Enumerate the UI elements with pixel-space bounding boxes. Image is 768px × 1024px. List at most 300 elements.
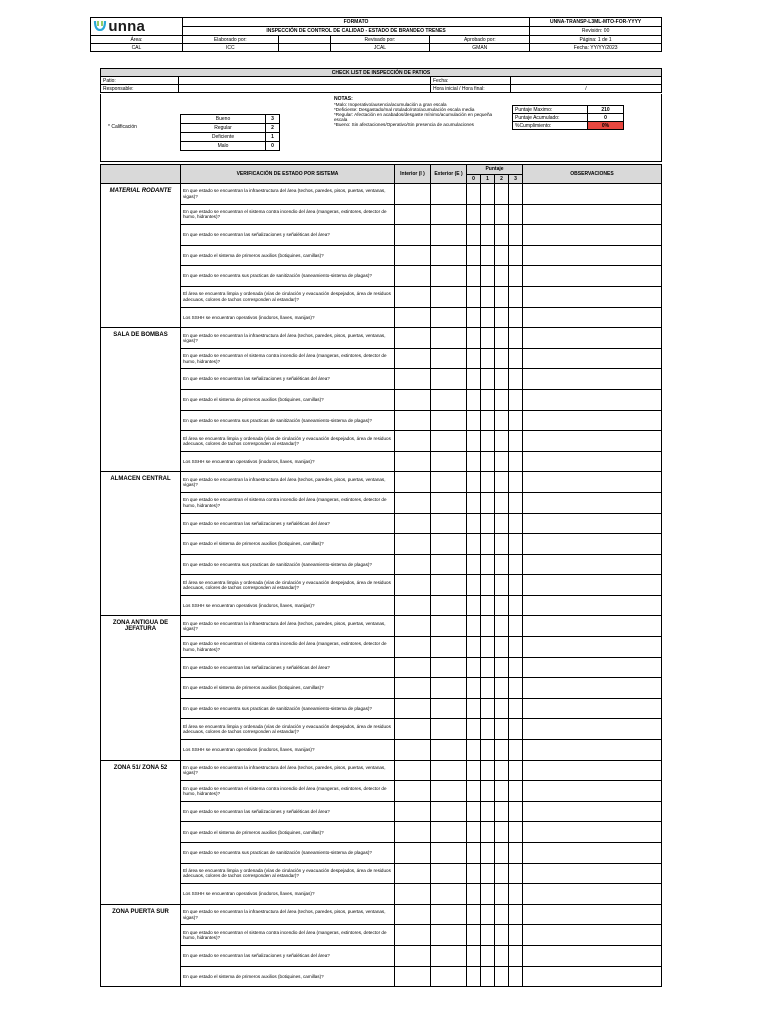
interior-cell[interactable] [395, 534, 431, 555]
interior-cell[interactable] [395, 740, 431, 761]
score-cell-2[interactable] [495, 678, 509, 699]
question-text: En que estado se encuentran las señalizaciones y señaléticas del área? [181, 801, 395, 822]
score-cell-3[interactable] [509, 760, 523, 781]
interior-cell[interactable] [395, 225, 431, 246]
exterior-cell[interactable] [431, 513, 467, 534]
observaciones-cell[interactable] [523, 719, 662, 740]
score-cell-1[interactable] [481, 843, 495, 864]
score-cell-2[interactable] [495, 472, 509, 493]
score-cell-0[interactable] [467, 513, 481, 534]
score-cell-2[interactable] [495, 822, 509, 843]
score-cell-3[interactable] [509, 184, 523, 205]
observaciones-cell[interactable] [523, 513, 662, 534]
interior-cell[interactable] [395, 328, 431, 349]
score-cell-0[interactable] [467, 472, 481, 493]
score-cell-3[interactable] [509, 945, 523, 966]
exterior-cell[interactable] [431, 225, 467, 246]
score-cell-0[interactable] [467, 266, 481, 287]
score-cell-1[interactable] [481, 595, 495, 616]
score-cell-0[interactable] [467, 245, 481, 266]
observaciones-cell[interactable] [523, 554, 662, 575]
score-cell-1[interactable] [481, 822, 495, 843]
score-cell-1[interactable] [481, 328, 495, 349]
observaciones-cell[interactable] [523, 698, 662, 719]
observaciones-cell[interactable] [523, 595, 662, 616]
interior-cell[interactable] [395, 925, 431, 946]
score-cell-0[interactable] [467, 492, 481, 513]
score-cell-1[interactable] [481, 389, 495, 410]
score-cell-1[interactable] [481, 513, 495, 534]
score-cell-0[interactable] [467, 966, 481, 987]
score-cell-1[interactable] [481, 184, 495, 205]
score-cell-2[interactable] [495, 719, 509, 740]
question-text: En que estado se encuentra sus practicas de sanitización (saneamiento-sistema de plagas)? [181, 410, 395, 431]
observaciones-cell[interactable] [523, 575, 662, 596]
puntaje-head: Puntaje [467, 165, 523, 175]
score-cell-1[interactable] [481, 266, 495, 287]
observaciones-cell[interactable] [523, 328, 662, 349]
score-cell-3[interactable] [509, 822, 523, 843]
observaciones-cell[interactable] [523, 431, 662, 452]
observaciones-cell[interactable] [523, 616, 662, 637]
score-cell-1[interactable] [481, 431, 495, 452]
observaciones-cell[interactable] [523, 925, 662, 946]
exterior-cell[interactable] [431, 843, 467, 864]
exterior-cell[interactable] [431, 204, 467, 225]
score-cell-1[interactable] [481, 925, 495, 946]
interior-cell[interactable] [395, 431, 431, 452]
score-cell-1[interactable] [481, 884, 495, 905]
score-cell-0[interactable] [467, 719, 481, 740]
score-cell-3[interactable] [509, 266, 523, 287]
interior-cell[interactable] [395, 204, 431, 225]
interior-cell[interactable] [395, 781, 431, 802]
interior-cell[interactable] [395, 245, 431, 266]
score-cell-0[interactable] [467, 760, 481, 781]
observaciones-cell[interactable] [523, 822, 662, 843]
unna-logo-icon [93, 20, 107, 33]
observaciones-cell[interactable] [523, 389, 662, 410]
score-cell-1[interactable] [481, 245, 495, 266]
interior-cell[interactable] [395, 348, 431, 369]
score-cell-2[interactable] [495, 740, 509, 761]
checklist-row [101, 884, 662, 905]
score-cell-3[interactable] [509, 348, 523, 369]
score-cell-1[interactable] [481, 575, 495, 596]
score-cell-3[interactable] [509, 595, 523, 616]
score-cell-0[interactable] [467, 595, 481, 616]
score-cell-3[interactable] [509, 513, 523, 534]
pagina: Página: 1 de 1 [530, 36, 662, 44]
score-cell-3[interactable] [509, 616, 523, 637]
exterior-cell[interactable] [431, 945, 467, 966]
score-cell-2[interactable] [495, 863, 509, 884]
interior-cell[interactable] [395, 698, 431, 719]
score-cell-0[interactable] [467, 389, 481, 410]
fecha-label: Fecha: [431, 77, 511, 85]
observaciones-cell[interactable] [523, 348, 662, 369]
score-cell-1[interactable] [481, 451, 495, 472]
score-cell-2[interactable] [495, 616, 509, 637]
score-cell-3[interactable] [509, 451, 523, 472]
score-cell-3[interactable] [509, 801, 523, 822]
observaciones-head: OBSERVACIONES [523, 165, 662, 184]
interior-cell[interactable] [395, 595, 431, 616]
observaciones-cell[interactable] [523, 966, 662, 987]
interior-cell[interactable] [395, 719, 431, 740]
interior-cell[interactable] [395, 904, 431, 925]
score-cell-0[interactable] [467, 616, 481, 637]
exterior-cell[interactable] [431, 595, 467, 616]
score-cell-2[interactable] [495, 348, 509, 369]
score-cell-2[interactable] [495, 801, 509, 822]
exterior-cell[interactable] [431, 575, 467, 596]
exterior-cell[interactable] [431, 492, 467, 513]
score-cell-3[interactable] [509, 678, 523, 699]
interior-cell[interactable] [395, 554, 431, 575]
score-cell-0[interactable] [467, 822, 481, 843]
interior-cell[interactable] [395, 760, 431, 781]
responsable-label: Responsable: [101, 85, 179, 93]
question-text: En que estado se encuentra sus practicas de sanitización (saneamiento-sistema de plagas)? [181, 266, 395, 287]
score-cell-3[interactable] [509, 740, 523, 761]
checklist-title: CHECK LIST DE INSPECCIÓN DE PATIOS [101, 69, 662, 77]
score-cell-2[interactable] [495, 307, 509, 328]
interior-cell[interactable] [395, 513, 431, 534]
interior-cell[interactable] [395, 472, 431, 493]
exterior-cell[interactable] [431, 410, 467, 431]
revisado-value: JCAL [330, 44, 430, 52]
score-cell-1[interactable] [481, 410, 495, 431]
score-cell-0[interactable] [467, 678, 481, 699]
score-cell-0[interactable] [467, 740, 481, 761]
exterior-cell[interactable] [431, 678, 467, 699]
score-cell-2[interactable] [495, 575, 509, 596]
observaciones-cell[interactable] [523, 286, 662, 307]
score-cell-3[interactable] [509, 863, 523, 884]
score-cell-1[interactable] [481, 637, 495, 658]
score-cell-0[interactable] [467, 801, 481, 822]
exterior-cell[interactable] [431, 822, 467, 843]
score-cell-0[interactable] [467, 225, 481, 246]
score-cell-2[interactable] [495, 410, 509, 431]
score-cell-1[interactable] [481, 307, 495, 328]
score-cell-2[interactable] [495, 492, 509, 513]
score-cell-2[interactable] [495, 286, 509, 307]
checklist-row [101, 328, 662, 349]
exterior-cell[interactable] [431, 451, 467, 472]
score-cell-1[interactable] [481, 760, 495, 781]
interior-cell[interactable] [395, 307, 431, 328]
observaciones-cell[interactable] [523, 863, 662, 884]
observaciones-cell[interactable] [523, 225, 662, 246]
score-cell-3[interactable] [509, 492, 523, 513]
score-cell-1[interactable] [481, 616, 495, 637]
observaciones-cell[interactable] [523, 657, 662, 678]
score-cell-3[interactable] [509, 657, 523, 678]
calificacion-value: 2 [266, 124, 280, 133]
patio-field[interactable] [179, 77, 431, 85]
score-cell-0[interactable] [467, 410, 481, 431]
interior-cell[interactable] [395, 966, 431, 987]
interior-cell[interactable] [395, 451, 431, 472]
interior-cell[interactable] [395, 184, 431, 205]
score-cell-3[interactable] [509, 307, 523, 328]
score-cell-3[interactable] [509, 884, 523, 905]
score-cell-1[interactable] [481, 863, 495, 884]
exterior-cell[interactable] [431, 389, 467, 410]
score-cell-0[interactable] [467, 904, 481, 925]
exterior-cell[interactable] [431, 307, 467, 328]
checklist-row [101, 966, 662, 987]
score-cell-0[interactable] [467, 925, 481, 946]
score-cell-3[interactable] [509, 286, 523, 307]
score-cell-1[interactable] [481, 225, 495, 246]
interior-cell[interactable] [395, 678, 431, 699]
observaciones-cell[interactable] [523, 534, 662, 555]
score-cell-1[interactable] [481, 657, 495, 678]
interior-cell[interactable] [395, 945, 431, 966]
score-cell-2[interactable] [495, 637, 509, 658]
score-cell-3[interactable] [509, 431, 523, 452]
score-cell-2[interactable] [495, 266, 509, 287]
interior-cell[interactable] [395, 822, 431, 843]
score-cell-2[interactable] [495, 451, 509, 472]
score-cell-3[interactable] [509, 637, 523, 658]
interior-cell[interactable] [395, 389, 431, 410]
exterior-cell[interactable] [431, 637, 467, 658]
exterior-cell[interactable] [431, 760, 467, 781]
exterior-cell[interactable] [431, 740, 467, 761]
score-cell-0[interactable] [467, 554, 481, 575]
score-cell-1[interactable] [481, 801, 495, 822]
question-text: El área se encuentra limpia y ordenada (vías de cirulación y evacuación despejados, área de residuos adecuaos, colores de tachos corresponden al estandar)? [181, 863, 395, 884]
observaciones-cell[interactable] [523, 637, 662, 658]
exterior-cell[interactable] [431, 884, 467, 905]
observaciones-cell[interactable] [523, 472, 662, 493]
observaciones-cell[interactable] [523, 740, 662, 761]
score-cell-2[interactable] [495, 225, 509, 246]
score-cell-0[interactable] [467, 657, 481, 678]
observaciones-cell[interactable] [523, 904, 662, 925]
interior-cell[interactable] [395, 492, 431, 513]
exterior-cell[interactable] [431, 266, 467, 287]
exterior-cell[interactable] [431, 719, 467, 740]
observaciones-cell[interactable] [523, 369, 662, 390]
score-cell-3[interactable] [509, 245, 523, 266]
score-cell-2[interactable] [495, 945, 509, 966]
score-cell-0[interactable] [467, 884, 481, 905]
score-cell-1[interactable] [481, 678, 495, 699]
score-cell-0[interactable] [467, 184, 481, 205]
exterior-cell[interactable] [431, 698, 467, 719]
score-cell-0[interactable] [467, 945, 481, 966]
exterior-cell[interactable] [431, 863, 467, 884]
score-cell-2[interactable] [495, 657, 509, 678]
exterior-cell[interactable] [431, 534, 467, 555]
score-cell-3[interactable] [509, 389, 523, 410]
score-cell-2[interactable] [495, 698, 509, 719]
exterior-cell[interactable] [431, 925, 467, 946]
score-cell-0[interactable] [467, 575, 481, 596]
interior-cell[interactable] [395, 843, 431, 864]
exterior-cell[interactable] [431, 328, 467, 349]
exterior-cell[interactable] [431, 245, 467, 266]
exterior-cell[interactable] [431, 369, 467, 390]
exterior-cell[interactable] [431, 801, 467, 822]
interior-cell[interactable] [395, 863, 431, 884]
observaciones-cell[interactable] [523, 801, 662, 822]
fecha-field[interactable] [511, 77, 662, 85]
score-cell-2[interactable] [495, 595, 509, 616]
score-cell-0[interactable] [467, 431, 481, 452]
question-text: El área se encuentra limpia y ordenada (vías de cirulación y evacuación despejados, área de residuos adecuaos, colores de tachos corresponden al estandar)? [181, 719, 395, 740]
score-cell-3[interactable] [509, 719, 523, 740]
score-cell-0[interactable] [467, 637, 481, 658]
score-cell-3[interactable] [509, 698, 523, 719]
score-cell-1[interactable] [481, 204, 495, 225]
score-cell-0[interactable] [467, 204, 481, 225]
exterior-cell[interactable] [431, 657, 467, 678]
observaciones-cell[interactable] [523, 884, 662, 905]
score-cell-0[interactable] [467, 843, 481, 864]
observaciones-cell[interactable] [523, 678, 662, 699]
exterior-cell[interactable] [431, 616, 467, 637]
score-cell-1[interactable] [481, 781, 495, 802]
score-cell-2[interactable] [495, 843, 509, 864]
score-cell-2[interactable] [495, 925, 509, 946]
question-text: En que estado el sistema de primeros auxilios (botiquines, camillas)? [181, 389, 395, 410]
score-cell-0[interactable] [467, 451, 481, 472]
observaciones-cell[interactable] [523, 451, 662, 472]
responsable-field[interactable] [179, 85, 431, 93]
observaciones-cell[interactable] [523, 410, 662, 431]
score-cell-3[interactable] [509, 369, 523, 390]
exterior-cell[interactable] [431, 904, 467, 925]
hora-field[interactable]: / [511, 85, 662, 93]
score-cell-1[interactable] [481, 534, 495, 555]
score-cell-1[interactable] [481, 904, 495, 925]
interior-cell[interactable] [395, 657, 431, 678]
score-cell-1[interactable] [481, 286, 495, 307]
exterior-cell[interactable] [431, 286, 467, 307]
score-cell-2[interactable] [495, 781, 509, 802]
exterior-cell[interactable] [431, 472, 467, 493]
interior-cell[interactable] [395, 801, 431, 822]
score-cell-1[interactable] [481, 719, 495, 740]
observaciones-cell[interactable] [523, 204, 662, 225]
score-cell-2[interactable] [495, 431, 509, 452]
score-cell-2[interactable] [495, 369, 509, 390]
exterior-cell[interactable] [431, 781, 467, 802]
score-cell-2[interactable] [495, 204, 509, 225]
score-cell-3[interactable] [509, 328, 523, 349]
interior-cell[interactable] [395, 575, 431, 596]
score-cell-0[interactable] [467, 286, 481, 307]
score-cell-3[interactable] [509, 472, 523, 493]
score-cell-1[interactable] [481, 740, 495, 761]
interior-cell[interactable] [395, 616, 431, 637]
observaciones-cell[interactable] [523, 492, 662, 513]
observaciones-cell[interactable] [523, 945, 662, 966]
score-cell-0[interactable] [467, 863, 481, 884]
score-cell-0[interactable] [467, 369, 481, 390]
score-cell-2[interactable] [495, 554, 509, 575]
score-cell-0[interactable] [467, 328, 481, 349]
score-cell-2[interactable] [495, 760, 509, 781]
score-cell-3[interactable] [509, 781, 523, 802]
score-cell-3[interactable] [509, 410, 523, 431]
score-cell-1[interactable] [481, 945, 495, 966]
question-text: En que estado se encuentran las señalizaciones y señaléticas del área? [181, 225, 395, 246]
interior-cell[interactable] [395, 410, 431, 431]
interior-cell[interactable] [395, 369, 431, 390]
score-cell-2[interactable] [495, 884, 509, 905]
score-cell-1[interactable] [481, 698, 495, 719]
score-cell-2[interactable] [495, 328, 509, 349]
score-cell-2[interactable] [495, 245, 509, 266]
exterior-cell[interactable] [431, 184, 467, 205]
score-cell-2[interactable] [495, 534, 509, 555]
interior-cell[interactable] [395, 286, 431, 307]
score-cell-3[interactable] [509, 966, 523, 987]
score-cell-3[interactable] [509, 225, 523, 246]
score-cell-1[interactable] [481, 966, 495, 987]
score-cell-2[interactable] [495, 389, 509, 410]
inspection-sheet [90, 14, 662, 1024]
exterior-cell[interactable] [431, 348, 467, 369]
score-cell-2[interactable] [495, 966, 509, 987]
score-cell-1[interactable] [481, 472, 495, 493]
score-cell-1[interactable] [481, 348, 495, 369]
checklist-row [101, 245, 662, 266]
score-cell-0[interactable] [467, 307, 481, 328]
observaciones-cell[interactable] [523, 184, 662, 205]
observaciones-cell[interactable] [523, 843, 662, 864]
observaciones-cell[interactable] [523, 307, 662, 328]
observaciones-cell[interactable] [523, 781, 662, 802]
interior-cell[interactable] [395, 637, 431, 658]
score-cell-0[interactable] [467, 534, 481, 555]
exterior-cell[interactable] [431, 966, 467, 987]
observaciones-cell[interactable] [523, 245, 662, 266]
score-cell-3[interactable] [509, 843, 523, 864]
checklist-row [101, 204, 662, 225]
score-cell-2[interactable] [495, 904, 509, 925]
exterior-cell[interactable] [431, 431, 467, 452]
score-cell-3[interactable] [509, 534, 523, 555]
question-text: En que estado se encuentra sus practicas de sanitización (saneamiento-sistema de plagas)? [181, 554, 395, 575]
score-cell-1[interactable] [481, 369, 495, 390]
score-cell-1[interactable] [481, 554, 495, 575]
observaciones-cell[interactable] [523, 266, 662, 287]
score-cell-2[interactable] [495, 184, 509, 205]
interior-cell[interactable] [395, 884, 431, 905]
score-cell-0[interactable] [467, 781, 481, 802]
score-cell-3[interactable] [509, 204, 523, 225]
score-cell-3[interactable] [509, 925, 523, 946]
score-cell-3[interactable] [509, 554, 523, 575]
interior-cell[interactable] [395, 266, 431, 287]
score-cell-0[interactable] [467, 348, 481, 369]
score-cell-3[interactable] [509, 575, 523, 596]
exterior-cell[interactable] [431, 554, 467, 575]
score-cell-3[interactable] [509, 904, 523, 925]
score-cell-0[interactable] [467, 698, 481, 719]
observaciones-cell[interactable] [523, 760, 662, 781]
score-cell-1[interactable] [481, 492, 495, 513]
score-cell-2[interactable] [495, 513, 509, 534]
